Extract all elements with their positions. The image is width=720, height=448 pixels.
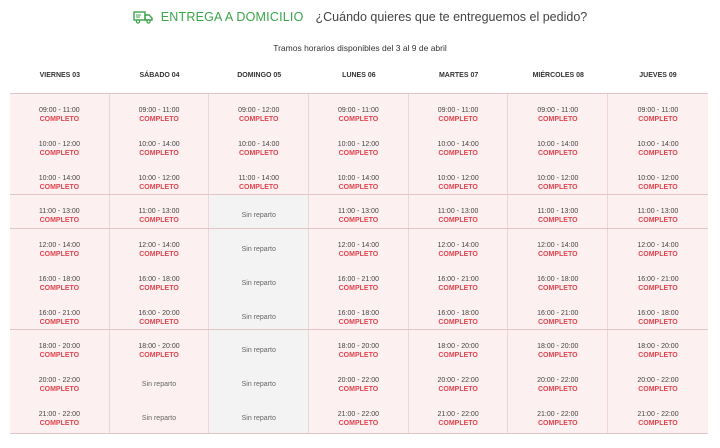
slot-time: 18:00 - 20:00 <box>637 343 679 350</box>
time-slot[interactable] <box>110 175 209 192</box>
time-slot[interactable] <box>110 141 209 158</box>
no-delivery-slot <box>209 411 308 424</box>
slot-status: COMPLETO <box>638 250 678 258</box>
slot-time: 16:00 - 21:00 <box>38 310 80 317</box>
slot-time: 21:00 - 22:00 <box>537 411 579 418</box>
time-slot[interactable] <box>309 411 408 428</box>
slot-status: COMPLETO <box>538 216 578 224</box>
slot-status: COMPLETO <box>438 115 478 123</box>
slot-time: 20:00 - 22:00 <box>437 377 479 384</box>
slot-time: 11:00 - 13:00 <box>637 208 679 215</box>
day-header: LUNES 06 <box>342 72 376 79</box>
slot-status: COMPLETO <box>39 351 80 359</box>
slot-status: COMPLETO <box>638 419 678 427</box>
time-slot[interactable] <box>508 343 607 360</box>
slot-time: 20:00 - 22:00 <box>537 377 579 384</box>
time-slot[interactable] <box>608 175 708 192</box>
slot-time: 21:00 - 22:00 <box>337 411 380 418</box>
slot-status: COMPLETO <box>39 250 80 258</box>
slot-time: 10:00 - 12:00 <box>537 175 579 182</box>
slot-time: 12:00 - 14:00 <box>437 242 479 249</box>
slot-time: 09:00 - 11:00 <box>38 107 80 114</box>
time-slot[interactable] <box>10 141 109 158</box>
time-slot[interactable] <box>110 208 209 225</box>
day-column <box>309 195 409 228</box>
time-slot[interactable] <box>10 107 109 124</box>
day-column <box>409 229 509 329</box>
time-slot[interactable] <box>409 107 508 124</box>
no-delivery-label: Sin reparto <box>241 212 276 219</box>
no-delivery-slot <box>110 377 209 390</box>
no-delivery-label: Sin reparto <box>241 347 276 354</box>
slot-group <box>10 330 708 434</box>
day-header: DOMINGO 05 <box>237 72 282 79</box>
slot-time: 09:00 - 11:00 <box>437 107 479 114</box>
time-slot[interactable] <box>409 208 508 225</box>
time-slot[interactable] <box>10 276 109 293</box>
slot-status: COMPLETO <box>338 115 379 123</box>
delivery-truck-icon <box>133 10 153 24</box>
delivery-header <box>0 6 720 28</box>
slot-time: 10:00 - 14:00 <box>138 141 180 148</box>
time-slot[interactable] <box>508 242 607 259</box>
slot-status: COMPLETO <box>338 351 379 359</box>
day-column <box>608 229 708 329</box>
time-slot[interactable] <box>10 343 109 360</box>
slot-time: 10:00 - 12:00 <box>138 175 180 182</box>
no-delivery-label: Sin reparto <box>241 415 276 422</box>
day-column <box>110 195 210 228</box>
no-delivery-slot <box>209 208 308 221</box>
slot-time: 16:00 - 21:00 <box>337 276 380 283</box>
slot-status: COMPLETO <box>39 385 80 393</box>
day-column <box>508 229 608 329</box>
slot-time: 10:00 - 14:00 <box>537 141 579 148</box>
day-column <box>10 229 110 329</box>
slot-status: COMPLETO <box>139 284 179 292</box>
slot-time: 16:00 - 20:00 <box>138 310 180 317</box>
day-column <box>10 330 110 433</box>
time-slot[interactable] <box>608 208 708 225</box>
slot-status: COMPLETO <box>438 284 478 292</box>
time-slot[interactable] <box>110 276 209 293</box>
slot-status: COMPLETO <box>638 216 678 224</box>
delivery-slots-grid <box>10 93 708 433</box>
day-column <box>508 195 608 228</box>
time-slot[interactable] <box>309 107 408 124</box>
slot-status: COMPLETO <box>538 385 578 393</box>
slot-time: 20:00 - 22:00 <box>38 377 80 384</box>
day-column <box>608 94 708 194</box>
slot-time: 10:00 - 14:00 <box>238 141 280 148</box>
slot-status: COMPLETO <box>139 149 179 157</box>
day-column <box>508 330 608 433</box>
time-slot[interactable] <box>409 276 508 293</box>
slot-time: 16:00 - 18:00 <box>38 276 80 283</box>
slot-status: COMPLETO <box>338 318 379 326</box>
day-header: SÁBADO 04 <box>139 72 180 79</box>
slot-status: COMPLETO <box>39 216 80 224</box>
slot-time: 11:00 - 13:00 <box>138 208 180 215</box>
time-slot[interactable] <box>409 310 508 327</box>
time-slot[interactable] <box>608 411 708 428</box>
slot-time: 16:00 - 21:00 <box>437 276 479 283</box>
slot-group <box>10 94 708 195</box>
slot-status: COMPLETO <box>39 419 80 427</box>
time-slot[interactable] <box>110 343 209 360</box>
time-slot[interactable] <box>409 343 508 360</box>
slot-time: 16:00 - 21:00 <box>637 276 679 283</box>
time-slot[interactable] <box>508 208 607 225</box>
slot-status: COMPLETO <box>438 351 478 359</box>
slot-status: COMPLETO <box>538 149 578 157</box>
time-slot[interactable] <box>409 377 508 394</box>
slot-status: COMPLETO <box>538 419 578 427</box>
day-headers <box>10 72 708 79</box>
day-column <box>309 229 409 329</box>
slot-status: COMPLETO <box>39 149 80 157</box>
time-slot[interactable] <box>508 411 607 428</box>
time-slot[interactable] <box>209 141 308 158</box>
time-slot[interactable] <box>309 276 408 293</box>
slot-time: 20:00 - 22:00 <box>637 377 679 384</box>
time-slot[interactable] <box>209 175 308 192</box>
time-slot[interactable] <box>309 310 408 327</box>
slot-status: COMPLETO <box>438 250 478 258</box>
slot-status: COMPLETO <box>538 250 578 258</box>
slot-time: 18:00 - 20:00 <box>38 343 80 350</box>
slot-status: COMPLETO <box>338 216 379 224</box>
slot-status: COMPLETO <box>438 419 478 427</box>
delivery-label: ENTREGA A DOMICILIO <box>160 10 304 24</box>
slot-time: 09:00 - 12:00 <box>238 107 280 114</box>
time-slot[interactable] <box>309 175 408 192</box>
slot-time: 20:00 - 22:00 <box>337 377 380 384</box>
slot-status: COMPLETO <box>238 149 279 157</box>
available-slots-subtitle: Tramos horarios disponibles del 3 al 9 de abril <box>273 43 447 53</box>
day-column <box>110 229 210 329</box>
slot-time: 18:00 - 20:00 <box>537 343 579 350</box>
slot-status: COMPLETO <box>638 115 678 123</box>
day-column <box>209 94 309 194</box>
day-header: JUEVES 09 <box>639 72 677 79</box>
slot-status: COMPLETO <box>139 115 179 123</box>
slot-time: 09:00 - 11:00 <box>537 107 579 114</box>
day-column <box>209 195 309 228</box>
slot-time: 21:00 - 22:00 <box>38 411 80 418</box>
slot-time: 11:00 - 13:00 <box>437 208 479 215</box>
slot-time: 10:00 - 14:00 <box>637 141 679 148</box>
time-slot[interactable] <box>508 310 607 327</box>
slot-status: COMPLETO <box>538 115 578 123</box>
day-column <box>110 330 210 433</box>
day-column <box>608 195 708 228</box>
slot-time: 12:00 - 14:00 <box>337 242 380 249</box>
slot-status: COMPLETO <box>338 284 379 292</box>
time-slot[interactable] <box>608 242 708 259</box>
day-column <box>409 195 509 228</box>
slot-time: 12:00 - 14:00 <box>38 242 80 249</box>
slot-group <box>10 195 708 229</box>
slot-time: 16:00 - 18:00 <box>138 276 180 283</box>
slot-time: 11:00 - 13:00 <box>537 208 579 215</box>
time-slot[interactable] <box>608 377 708 394</box>
day-column <box>508 94 608 194</box>
time-slot[interactable] <box>608 343 708 360</box>
no-delivery-label: Sin reparto <box>241 314 276 321</box>
slot-status: COMPLETO <box>638 183 678 191</box>
time-slot[interactable] <box>110 107 209 124</box>
slot-status: COMPLETO <box>39 284 80 292</box>
time-slot[interactable] <box>508 276 607 293</box>
slot-time: 10:00 - 12:00 <box>38 141 80 148</box>
time-slot[interactable] <box>608 310 708 327</box>
slot-status: COMPLETO <box>39 183 80 191</box>
slot-time: 09:00 - 11:00 <box>138 107 180 114</box>
day-column <box>209 229 309 329</box>
slot-time: 11:00 - 14:00 <box>238 175 280 182</box>
time-slot[interactable] <box>309 141 408 158</box>
slot-status: COMPLETO <box>238 115 279 123</box>
slot-status: COMPLETO <box>39 115 80 123</box>
time-slot[interactable] <box>508 377 607 394</box>
day-column <box>10 94 110 194</box>
slot-time: 09:00 - 11:00 <box>637 107 679 114</box>
slot-time: 21:00 - 22:00 <box>637 411 679 418</box>
day-column <box>209 330 309 433</box>
slot-status: COMPLETO <box>438 318 478 326</box>
slot-status: COMPLETO <box>638 284 678 292</box>
slot-status: COMPLETO <box>338 419 379 427</box>
time-slot[interactable] <box>608 276 708 293</box>
slot-time: 16:00 - 21:00 <box>537 310 579 317</box>
slot-time: 18:00 - 20:00 <box>337 343 380 350</box>
slot-status: COMPLETO <box>538 318 578 326</box>
slot-time: 10:00 - 12:00 <box>637 175 679 182</box>
slot-status: COMPLETO <box>39 318 80 326</box>
slot-time: 09:00 - 11:00 <box>338 107 379 114</box>
day-column <box>10 195 110 228</box>
slot-status: COMPLETO <box>638 149 678 157</box>
day-column <box>110 94 210 194</box>
no-delivery-slot <box>110 411 209 424</box>
day-header: MARTES 07 <box>438 72 479 79</box>
slot-status: COMPLETO <box>139 183 179 191</box>
no-delivery-slot <box>209 343 308 356</box>
time-slot[interactable] <box>10 175 109 192</box>
slot-status: COMPLETO <box>438 385 478 393</box>
time-slot[interactable] <box>409 141 508 158</box>
slot-group <box>10 229 708 330</box>
slot-status: COMPLETO <box>538 183 578 191</box>
slot-time: 12:00 - 14:00 <box>138 242 180 249</box>
no-delivery-label: Sin reparto <box>241 381 276 388</box>
slot-status: COMPLETO <box>338 250 379 258</box>
time-slot[interactable] <box>608 141 708 158</box>
slot-status: COMPLETO <box>139 250 179 258</box>
time-slot[interactable] <box>309 242 408 259</box>
slot-status: COMPLETO <box>338 385 379 393</box>
slot-status: COMPLETO <box>139 351 179 359</box>
slot-time: 16:00 - 18:00 <box>337 310 380 317</box>
no-delivery-label: Sin reparto <box>141 381 177 388</box>
slot-status: COMPLETO <box>238 183 279 191</box>
delivery-question: ¿Cuándo quieres que te entreguemos el pedido? <box>315 10 588 24</box>
no-delivery-slot <box>209 377 308 390</box>
slot-time: 16:00 - 18:00 <box>637 310 679 317</box>
no-delivery-slot <box>209 276 308 289</box>
time-slot[interactable] <box>10 242 109 259</box>
time-slot[interactable] <box>309 377 408 394</box>
slot-status: COMPLETO <box>638 385 678 393</box>
slot-time: 21:00 - 22:00 <box>437 411 479 418</box>
slot-time: 10:00 - 12:00 <box>337 141 380 148</box>
time-slot[interactable] <box>508 141 607 158</box>
slot-time: 12:00 - 14:00 <box>537 242 579 249</box>
no-delivery-label: Sin reparto <box>141 415 177 422</box>
slot-time: 10:00 - 12:00 <box>437 175 479 182</box>
slot-status: COMPLETO <box>338 183 379 191</box>
time-slot[interactable] <box>110 310 209 327</box>
slot-status: COMPLETO <box>538 351 578 359</box>
no-delivery-slot <box>209 310 308 323</box>
time-slot[interactable] <box>110 242 209 259</box>
slot-time: 11:00 - 13:00 <box>338 208 379 215</box>
slot-time: 12:00 - 14:00 <box>637 242 679 249</box>
slot-status: COMPLETO <box>538 284 578 292</box>
time-slot[interactable] <box>508 107 607 124</box>
slot-time: 16:00 - 18:00 <box>437 310 479 317</box>
slot-status: COMPLETO <box>438 149 478 157</box>
slot-time: 10:00 - 14:00 <box>337 175 380 182</box>
day-header: MIÉRCOLES 08 <box>532 72 584 79</box>
slot-status: COMPLETO <box>638 351 678 359</box>
time-slot[interactable] <box>409 411 508 428</box>
time-slot[interactable] <box>10 411 109 428</box>
day-column <box>309 94 409 194</box>
time-slot[interactable] <box>508 175 607 192</box>
slot-status: COMPLETO <box>438 216 478 224</box>
slot-time: 18:00 - 20:00 <box>138 343 180 350</box>
slot-status: COMPLETO <box>338 149 379 157</box>
no-delivery-label: Sin reparto <box>241 280 276 287</box>
day-header: VIERNES 03 <box>39 72 81 79</box>
no-delivery-label: Sin reparto <box>241 246 276 253</box>
slot-time: 18:00 - 20:00 <box>437 343 479 350</box>
time-slot[interactable] <box>309 343 408 360</box>
slot-status: COMPLETO <box>139 216 179 224</box>
day-column <box>409 330 509 433</box>
day-column <box>608 330 708 433</box>
time-slot[interactable] <box>409 242 508 259</box>
time-slot[interactable] <box>608 107 708 124</box>
day-column <box>409 94 509 194</box>
slot-time: 10:00 - 14:00 <box>38 175 80 182</box>
slot-status: COMPLETO <box>139 318 179 326</box>
time-slot[interactable] <box>209 107 308 124</box>
time-slot[interactable] <box>10 377 109 394</box>
slot-time: 10:00 - 14:00 <box>437 141 479 148</box>
time-slot[interactable] <box>10 208 109 225</box>
day-column <box>309 330 409 433</box>
no-delivery-slot <box>209 242 308 255</box>
time-slot[interactable] <box>10 310 109 327</box>
slot-status: COMPLETO <box>438 183 478 191</box>
slot-time: 16:00 - 18:00 <box>537 276 579 283</box>
slot-status: COMPLETO <box>638 318 678 326</box>
slot-time: 11:00 - 13:00 <box>38 208 80 215</box>
time-slot[interactable] <box>409 175 508 192</box>
time-slot[interactable] <box>309 208 408 225</box>
